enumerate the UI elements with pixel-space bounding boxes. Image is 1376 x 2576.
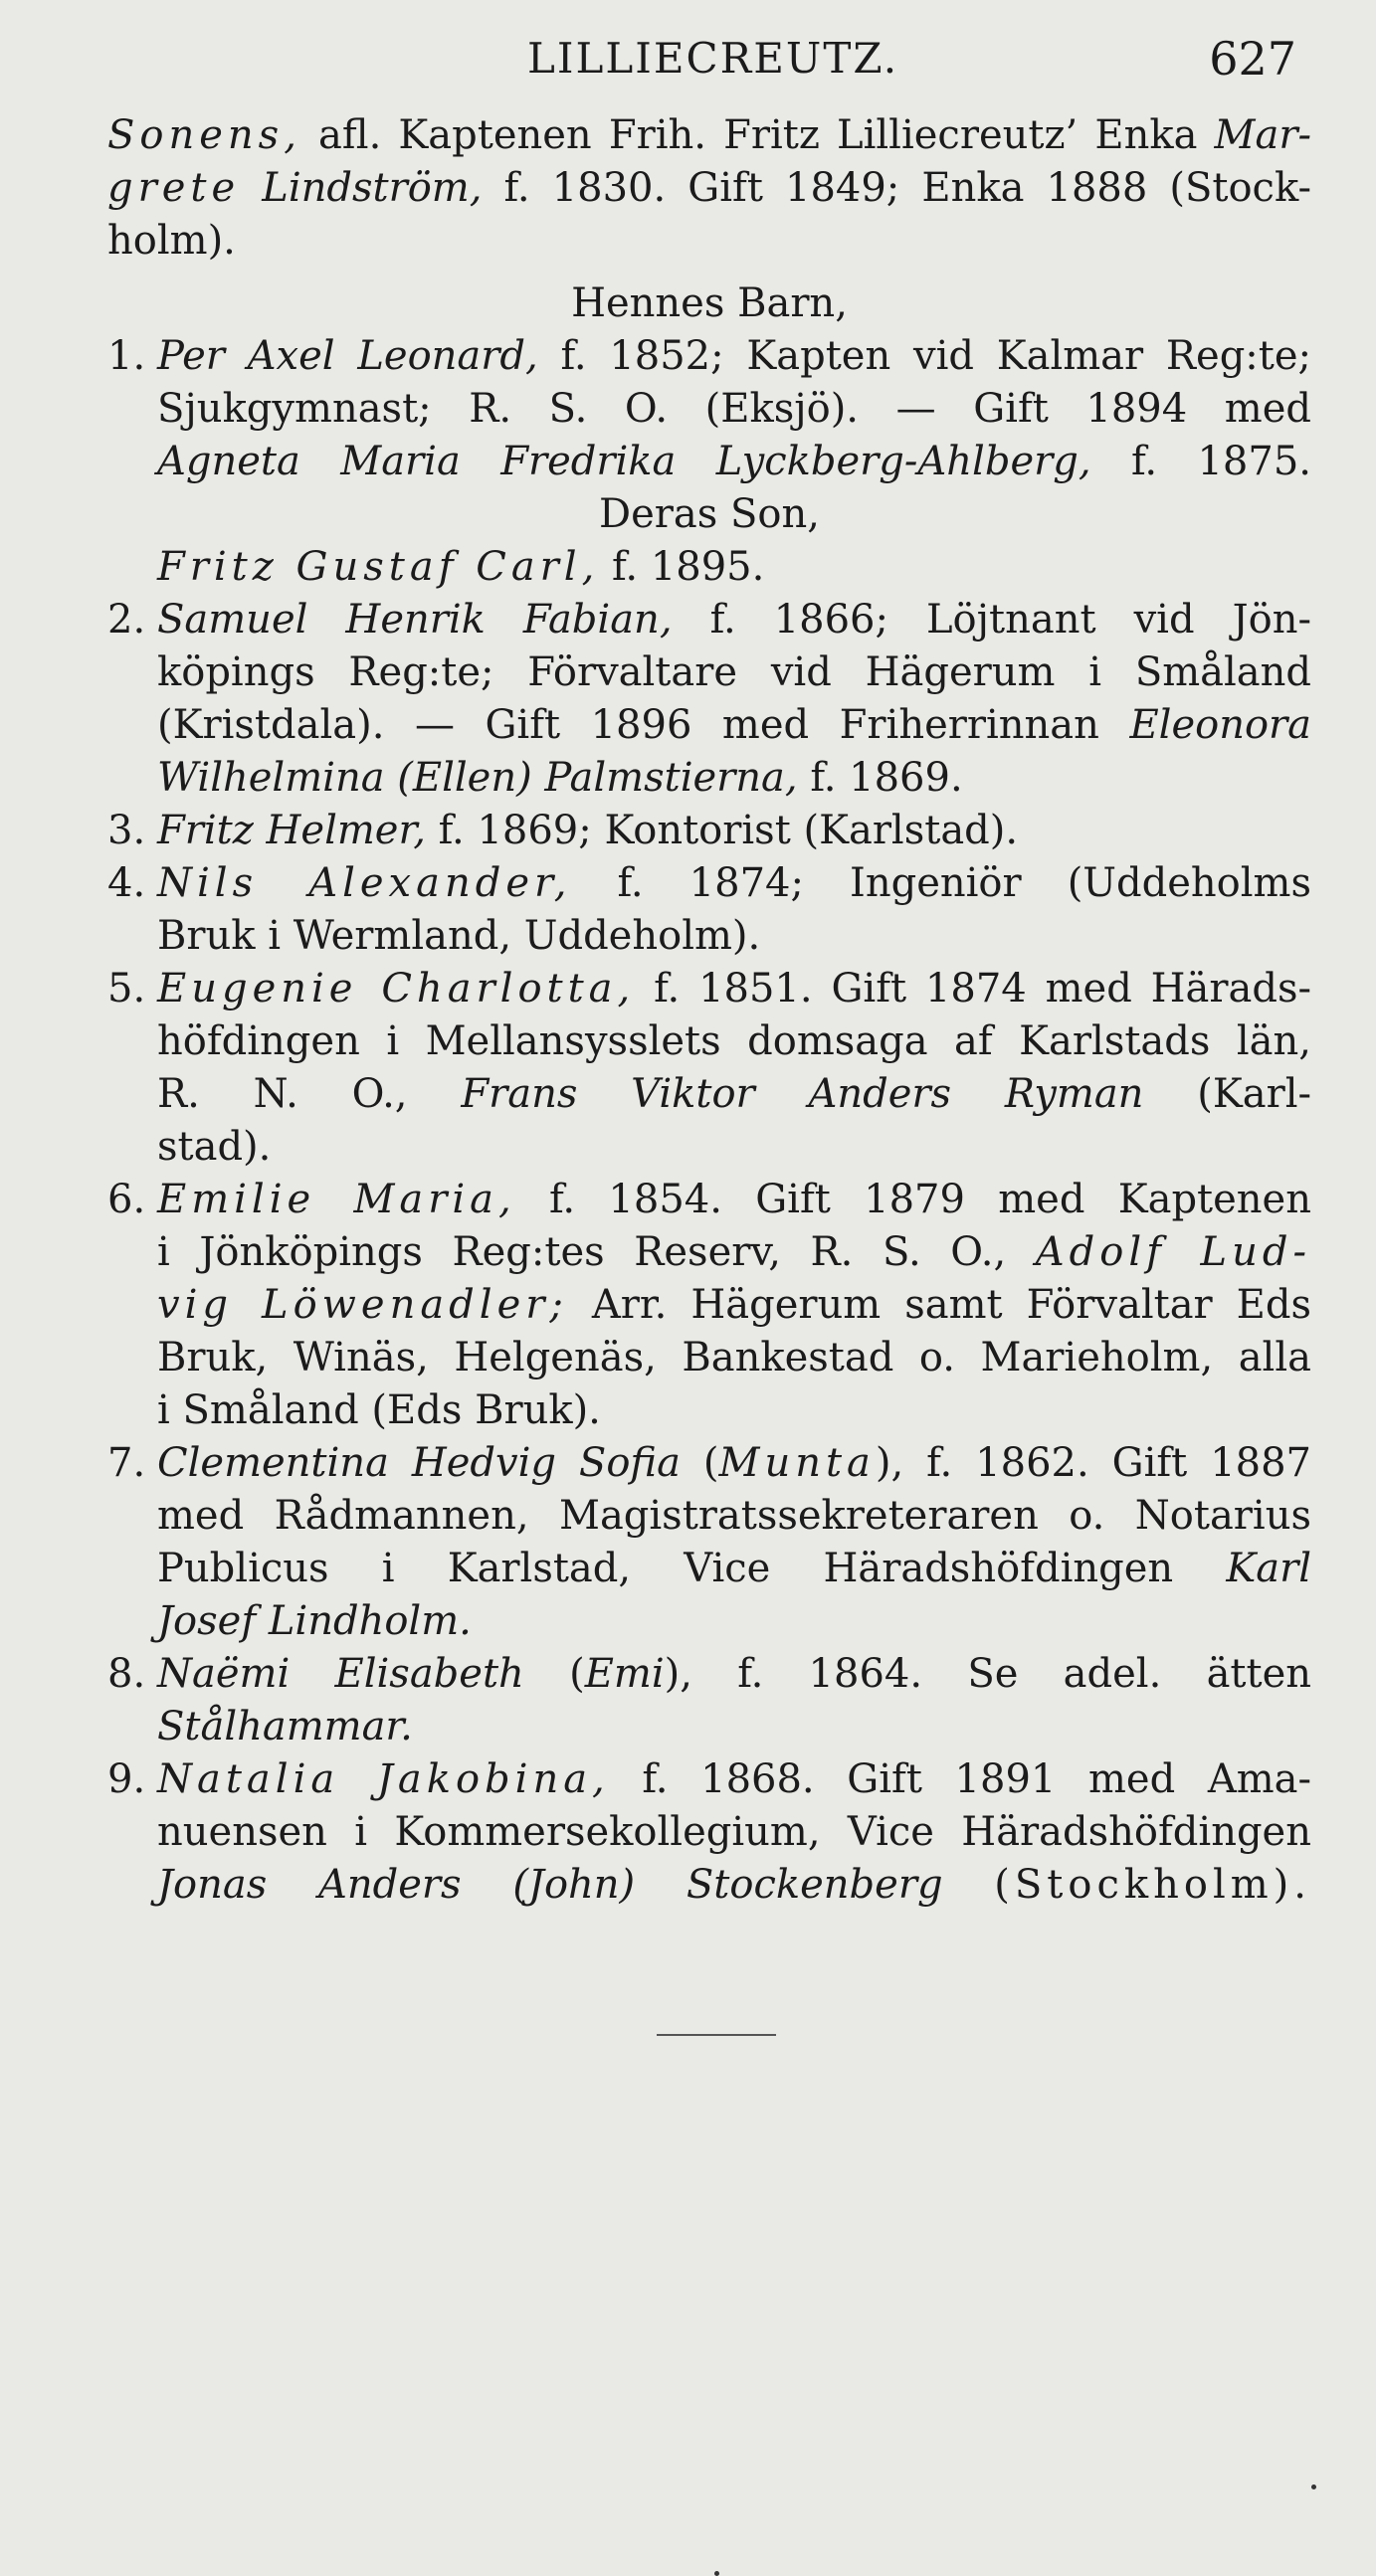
entry-text: (Stockholm). [994, 1862, 1311, 1908]
ink-speck [1311, 2484, 1316, 2489]
entry-2-line-4 [107, 752, 1311, 805]
entry-text: R. N. O., [157, 1071, 408, 1117]
entry-text: ), f. 1864. Se adel. ätten [664, 1651, 1312, 1697]
entry-number: 7. [107, 1440, 146, 1486]
person-name: Clementina Hedvig Sofia [157, 1440, 681, 1486]
entry-text: f. 1868. Gift 1891 med Ama- [642, 1756, 1311, 1802]
entry-text: i Jönköpings Reg:tes Reserv, R. S. O., [157, 1229, 1007, 1275]
entry-1-line-3 [107, 436, 1311, 488]
entry-text: (Karl- [1197, 1071, 1312, 1117]
children-heading: Hennes Barn, [571, 280, 848, 326]
entry-8-line-2 [107, 1701, 1311, 1753]
intro-name: Mar- [1214, 112, 1311, 158]
entry-8-line-1 [107, 1648, 1311, 1701]
entry-7-line-3 [107, 1543, 1311, 1595]
person-name: Emilie Maria, [157, 1177, 516, 1222]
entry-5-line-2: höfdingen i Mellansysslets domsaga af Karlstads län, [157, 1018, 1311, 1064]
entry-number: 4. [107, 860, 146, 906]
person-name: Eleonora [1129, 702, 1312, 748]
person-name: Natalia Jakobina, [157, 1756, 610, 1802]
entry-text: f. 1851. Gift 1874 med Härads- [654, 966, 1312, 1012]
entry-text: ( [569, 1651, 585, 1697]
nickname: Munta [718, 1440, 876, 1486]
person-name: Eugenie Charlotta, [157, 966, 636, 1012]
entry-text: Publicus i Karlstad, Vice Häradshöfdingen [157, 1546, 1174, 1591]
intro-name: grete [107, 165, 241, 211]
entry-6-line-4: Bruk, Winäs, Helgenäs, Bankestad o. Marieholm, alla [157, 1335, 1311, 1380]
entry-number: 8. [107, 1651, 146, 1697]
person-name: Fritz Helmer, [157, 808, 426, 853]
entry-2-line-2: köpings Reg:te; Förvaltare vid Hägerum i Småland [157, 649, 1311, 695]
entry-6-line-2 [107, 1226, 1311, 1279]
person-name: vig Löwenadler; [157, 1282, 568, 1328]
intro-word: Sonens, [107, 112, 301, 158]
family-name: Stålhammar. [157, 1704, 413, 1749]
entry-7-line-1 [107, 1437, 1311, 1490]
entry-5-line-4: stad). [157, 1124, 272, 1170]
grandson-line [107, 541, 1311, 594]
intro-line-3: holm). [107, 218, 236, 264]
entry-1-line-2: Sjukgymnast; R. S. O. (Eksjö). — Gift 1894 med [157, 386, 1311, 432]
person-name: Karl [1226, 1546, 1311, 1591]
entry-6-line-3 [107, 1279, 1311, 1332]
entry-6-line-5: i Småland (Eds Bruk). [157, 1387, 601, 1433]
entry-5-line-3 [107, 1068, 1311, 1121]
entry-number: 9. [107, 1756, 146, 1802]
person-name: Nils Alexander, [157, 860, 572, 906]
page-number: 627 [1209, 32, 1296, 86]
person-name: Adolf Lud- [1035, 1229, 1311, 1275]
entry-1-line-1 [107, 330, 1311, 383]
person-name: Josef Lindholm. [157, 1598, 472, 1644]
entry-2-line-1 [107, 594, 1311, 646]
entry-text: ( [702, 1440, 719, 1486]
intro-text: afl. Kaptenen Frih. Fritz Lilliecreutz’ Enka [318, 112, 1198, 158]
entry-7-line-2: med Rådmannen, Magistratssekreteraren o. Notarius [157, 1493, 1311, 1539]
entry-9-line-3 [107, 1859, 1311, 1912]
person-name: Agneta Maria Fredrika Lyckberg-Ahlberg, [157, 439, 1091, 484]
entry-number: 6. [107, 1177, 146, 1222]
entry-number: 3. [107, 808, 146, 853]
intro-line-1 [107, 109, 1311, 162]
entry-text: ), f. 1862. Gift 1887 [875, 1440, 1311, 1486]
entry-number: 2. [107, 597, 146, 643]
entry-4-line-1 [107, 857, 1311, 910]
entry-7-line-4 [107, 1595, 1311, 1648]
entry-text: f. 1852; Kapten vid Kalmar Reg:te; [560, 333, 1312, 379]
person-name: Per Axel Leonard, [157, 333, 538, 379]
entry-text: f. 1869; Kontorist (Karlstad). [438, 808, 1019, 853]
person-name: Frans Viktor Anders Ryman [461, 1071, 1144, 1117]
sub-heading: Deras Son, [599, 491, 820, 537]
person-name: Samuel Henrik Fabian, [157, 597, 673, 643]
entry-2-line-3 [107, 699, 1311, 752]
entry-9-line-2: nuensen i Kommersekollegium, Vice Häradshöfdingen [157, 1809, 1311, 1855]
person-name: Wilhelmina (Ellen) Palmstierna, [157, 755, 798, 801]
intro-text: f. 1830. Gift 1849; Enka 1888 (Stock- [503, 165, 1311, 211]
running-title: LILLIECREUTZ. [527, 34, 899, 83]
end-rule [657, 2034, 776, 2036]
entry-text: f. 1874; Ingeniör (Uddeholms [617, 860, 1311, 906]
entry-6-line-1 [107, 1174, 1311, 1226]
entry-text: f. 1895. [612, 544, 765, 590]
entry-text: Arr. Hägerum samt Förvaltar Eds [591, 1282, 1312, 1328]
entry-text: f. 1869. [810, 755, 963, 801]
intro-line-2 [107, 162, 1311, 215]
person-name: Jonas Anders (John) Stockenberg [157, 1862, 943, 1908]
intro-name: Lindström, [262, 165, 483, 211]
entry-4-line-2: Bruk i Wermland, Uddeholm). [157, 913, 761, 959]
entry-number: 5. [107, 966, 146, 1012]
body-text [107, 109, 1311, 1912]
entry-text: f. 1875. [1130, 439, 1311, 484]
entry-text: (Kristdala). — Gift 1896 med Friherrinnan [157, 702, 1099, 748]
person-name: Fritz Gustaf Carl, [157, 544, 600, 590]
entry-text: f. 1854. Gift 1879 med Kaptenen [549, 1177, 1311, 1222]
person-name: Naëmi Elisabeth [157, 1651, 524, 1697]
entry-5-line-1 [107, 963, 1311, 1015]
entry-text: f. 1866; Löjtnant vid Jön- [709, 597, 1312, 643]
ink-speck [714, 2571, 719, 2576]
page-header [0, 26, 1376, 86]
entry-9-line-1 [107, 1753, 1311, 1806]
entry-3-line-1 [107, 805, 1311, 857]
nickname: Emi [584, 1651, 665, 1697]
entry-number: 1. [107, 333, 146, 379]
